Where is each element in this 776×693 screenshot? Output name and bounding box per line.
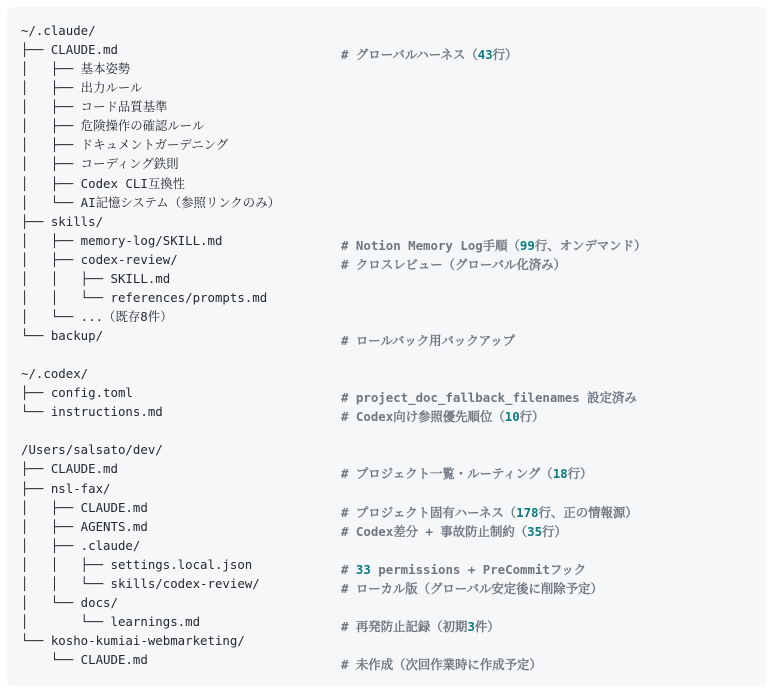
tree-entry: └── kosho-kumiai-webmarketing/ [21,633,245,648]
tree-line [21,97,646,116]
tree-entry: │ ├── 基本姿勢 [21,61,131,77]
tree-entry: ~/.claude/ [21,23,96,38]
tree-entry: │ ├── codex-review/ [21,251,178,267]
tree-line [21,364,646,383]
tree-entry: └── backup/ [21,328,104,343]
comment-text: # グローバルハーネス（ [341,47,478,63]
tree-entry: │ │ └── references/prompts.md [21,289,268,305]
comment-text: 行、正の情報源） [538,504,638,520]
tree-entry: │ ├── Codex CLI互換性 [21,175,185,191]
comment-text: # ローカル版（グローバル安定後に削除予定） [341,580,603,596]
comment-number: 99 [519,237,535,253]
tree-line [21,154,646,173]
tree-line [21,212,646,231]
tree-line [21,174,646,193]
tree-entry: │ │ ├── settings.local.json [21,556,253,572]
comment-text: # 再発防止記録（初期 [341,619,468,634]
tree-line [21,574,646,596]
tree-entry: │ ├── CLAUDE.md [21,499,148,515]
tree-line [21,193,646,212]
tree-comment [341,657,542,672]
tree-entry: ~/.codex/ [21,366,89,382]
tree-line [21,536,646,555]
comment-text: # Notion Memory Log手順（ [341,237,520,253]
comment-text: 行） [567,466,593,482]
tree-entry: │ ├── memory-log/SKILL.md [21,232,223,248]
tree-line [21,459,646,482]
tree-line [21,288,646,307]
comment-text: 件） [474,619,500,634]
tree-line [21,116,646,135]
tree-entry: │ └── AI記憶システム（参照リンクのみ） [21,194,280,210]
tree-line [21,517,646,539]
comment-text: # プロジェクト一覧・ルーティング（ [341,466,553,482]
comment-text: 行） [542,523,567,539]
comment-number: 10 [504,409,520,425]
tree-line [21,307,646,326]
comment-text: # クロスレビュー（グローバル化済み） [341,256,566,272]
comment-text: 行） [492,47,518,63]
comment-number: 35 [527,523,543,539]
comment-text: # 未作成（次回作業時に作成予定） [341,657,542,673]
comment-number: 18 [552,466,568,482]
tree-line [21,250,646,272]
tree-entry: └── instructions.md [21,404,163,420]
tree-line [21,631,646,650]
comment-number: 43 [477,47,493,63]
tree-entry: │ │ ├── SKILL.md [21,270,171,286]
tree-entry: │ ├── 危険操作の確認ルール [21,118,205,134]
tree-entry: │ └── learnings.md [21,613,201,629]
tree-entry: └── CLAUDE.md [21,652,148,668]
tree-entry: ├── nsl-fax/ [21,480,111,496]
comment-number: 3 [467,619,475,634]
tree-entry: │ ├── AGENTS.md [21,518,148,534]
tree-line [21,440,646,459]
tree-line [21,612,646,634]
tree-line [21,326,646,349]
tree-line [21,479,646,498]
tree-entry: │ │ └── skills/codex-review/ [21,575,260,591]
comment-text: permissions + PreCommitフック [370,561,587,577]
tree-entry: │ ├── コーディング鉄則 [21,156,179,172]
tree-entry: │ ├── ドキュメントガーデニング [21,137,229,153]
tree-line [21,421,646,440]
tree-line [21,231,647,253]
comment-text: 行、オンデマンド） [534,237,647,253]
tree-entry: ├── config.toml [21,385,133,401]
tree-line [21,135,646,154]
tree-entry: │ ├── 出力ルール [21,80,143,96]
tree-line [21,269,646,288]
tree-line [21,383,646,406]
comment-text: # ロールバック用バックアップ [341,333,516,349]
comment-text: # プロジェクト固有ハーネス（ [341,504,517,520]
tree-line [21,78,646,97]
tree-entry: ├── CLAUDE.md [21,461,118,477]
tree-entry: │ ├── コード品質基準 [21,99,168,115]
tree-entry: │ └── docs/ [21,594,118,610]
tree-line [21,59,646,78]
directory-tree [21,21,647,673]
code-block [7,7,767,686]
comment-number: 33 [355,561,371,577]
tree-entry: /Users/salsato/dev/ [21,442,163,458]
tree-entry: │ ├── .claude/ [21,537,141,553]
tree-entry: ├── skills/ [21,213,104,229]
comment-text: 行） [519,409,545,425]
tree-line [21,345,646,364]
tree-line [21,555,646,577]
tree-line [21,593,646,612]
comment-text: # Codex向け参照優先順位（ [341,409,505,425]
tree-line [21,650,646,673]
comment-text: # Codex差分 + 事故防止制約（ [341,523,528,539]
tree-entry: ├── CLAUDE.md [21,42,118,58]
tree-line [21,40,646,63]
tree-line [21,402,646,425]
comment-text: # project_doc_fallback_filenames 設定済み [341,390,637,406]
comment-text: # [341,561,356,577]
tree-line [21,498,646,520]
tree-entry: │ └── ...（既存8件） [21,308,173,324]
tree-line [21,21,646,40]
comment-number: 178 [516,504,539,520]
